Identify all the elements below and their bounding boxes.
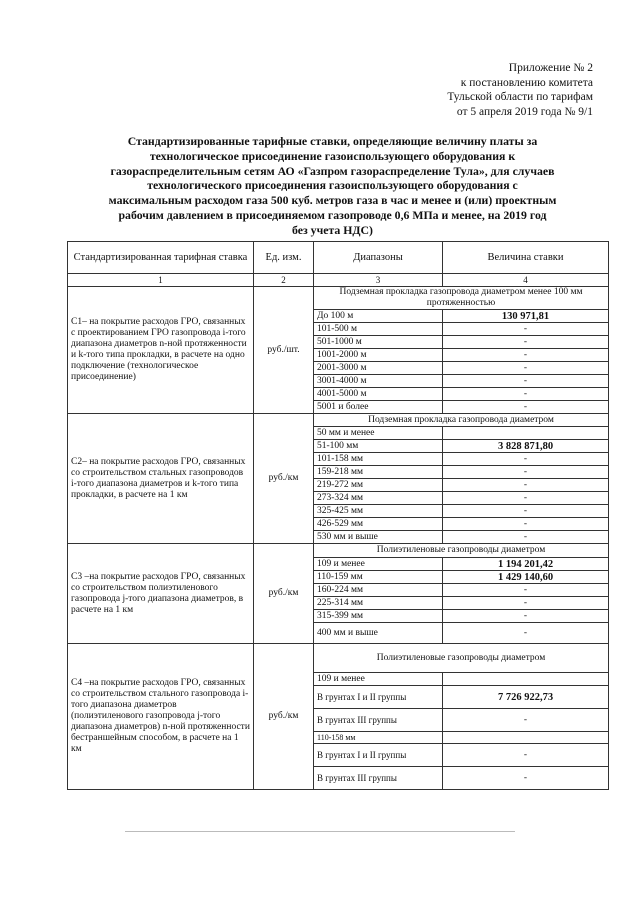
value-cell — [443, 427, 609, 440]
range-cell: 530 мм и выше — [314, 531, 443, 544]
range-cell: 325-425 мм — [314, 505, 443, 518]
range-subgroup: 110-158 мм — [314, 732, 443, 744]
title-line: технологическое присоединение газоиспользующего оборудования к — [149, 148, 516, 163]
appendix-line: от 5 апреля 2019 года № 9/1 — [456, 105, 593, 118]
rate-c2-group: Подземная прокладка газопровода диаметром — [314, 414, 609, 427]
col-number: 3 — [314, 274, 443, 287]
range-cell: В грунтах III группы — [314, 767, 443, 790]
range-cell: 501-1000 м — [314, 336, 443, 349]
range-cell: 315-399 мм — [314, 610, 443, 623]
value-cell: - — [443, 518, 609, 531]
column-number-row — [68, 274, 609, 287]
rate-c3-unit: руб./км — [254, 544, 314, 644]
range-cell: До 100 м — [314, 310, 443, 323]
value-cell: - — [443, 505, 609, 518]
col-number: 4 — [443, 274, 609, 287]
rate-c2-description: С2– на покрытие расходов ГРО, связанных со строительством стальных газопроводов i-того диапазона диаметров и k-того типа прокладки, в расчете на 1 км — [68, 414, 254, 544]
range-cell: 51-100 мм — [314, 440, 443, 453]
document-title — [60, 134, 605, 238]
value-cell — [443, 732, 609, 744]
title-line: рабочим давлением в присоединяемом газопроводе 0,6 МПа и менее, на 2019 год — [118, 207, 547, 222]
value-cell: 1 429 140,60 — [443, 571, 609, 584]
title-line: Стандартизированные тарифные ставки, определяющие величину платы за — [127, 134, 538, 148]
rate-c1-group: Подземная прокладка газопровода диаметром менее 100 мм протяженностью — [314, 287, 609, 310]
value-cell: - — [443, 388, 609, 401]
range-cell: 5001 и более — [314, 401, 443, 414]
range-subgroup: 109 и менее — [314, 673, 443, 686]
tariff-rates-table — [67, 241, 609, 790]
range-cell: 400 мм и выше — [314, 623, 443, 644]
value-cell: - — [443, 623, 609, 644]
appendix-reference — [447, 61, 593, 119]
value-cell: 3 828 871,80 — [443, 440, 609, 453]
rate-c1-unit: руб./шт. — [254, 287, 314, 414]
value-cell: - — [443, 466, 609, 479]
value-cell: - — [443, 323, 609, 336]
range-cell: В грунтах III группы — [314, 709, 443, 732]
col-number: 2 — [254, 274, 314, 287]
table-row — [68, 414, 609, 427]
range-cell: 159-218 мм — [314, 466, 443, 479]
appendix-line: к постановлению комитета — [460, 76, 593, 89]
table-row — [68, 287, 609, 310]
rate-c4-group: Полиэтиленовые газопроводы диаметром — [314, 644, 609, 673]
rate-c3-description: С3 –на покрытие расходов ГРО, связанных со строительством полиэтиленового газопровода j-того диапазона диаметров, в расчете на 1 км — [68, 544, 254, 644]
value-cell: - — [443, 709, 609, 732]
rate-c2-unit: руб./км — [254, 414, 314, 544]
value-cell: - — [443, 362, 609, 375]
range-cell: 225-314 мм — [314, 597, 443, 610]
col-number: 1 — [68, 274, 254, 287]
rate-c4-unit: руб./км — [254, 644, 314, 790]
range-cell: В грунтах I и II группы — [314, 744, 443, 767]
value-cell: - — [443, 610, 609, 623]
range-cell: 3001-4000 м — [314, 375, 443, 388]
value-cell: - — [443, 336, 609, 349]
value-cell: - — [443, 767, 609, 790]
value-cell: - — [443, 349, 609, 362]
value-cell: - — [443, 597, 609, 610]
value-cell: 7 726 922,73 — [443, 686, 609, 709]
header-ranges: Диапазоны — [314, 242, 443, 274]
range-cell: 4001-5000 м — [314, 388, 443, 401]
value-cell: 1 194 201,42 — [443, 558, 609, 571]
value-cell: - — [443, 453, 609, 466]
range-cell: 101-158 мм — [314, 453, 443, 466]
value-cell: - — [443, 401, 609, 414]
range-cell: 219-272 мм — [314, 479, 443, 492]
value-cell: - — [443, 531, 609, 544]
title-line: газораспределительным сетям АО «Газпром газораспределение Тула», для случаев — [110, 163, 555, 178]
header-value: Величина ставки — [443, 242, 609, 274]
range-cell: 109 и менее — [314, 558, 443, 571]
appendix-line: Приложение № 2 — [508, 62, 593, 74]
range-cell: 426-529 мм — [314, 518, 443, 531]
range-cell: В грунтах I и II группы — [314, 686, 443, 709]
range-cell: 2001-3000 м — [314, 362, 443, 375]
range-cell: 110-159 мм — [314, 571, 443, 584]
value-cell: - — [443, 492, 609, 505]
value-cell: - — [443, 584, 609, 597]
rate-c3-group: Полиэтиленовые газопроводы диаметром — [314, 544, 609, 558]
appendix-line: Тульской области по тарифам — [447, 91, 593, 103]
title-line: без учета НДС) — [292, 222, 373, 237]
value-cell: - — [443, 744, 609, 767]
value-cell: - — [443, 375, 609, 388]
title-line: максимальным расходом газа 500 куб. метров газа в час и менее и (или) проектным — [108, 193, 557, 208]
range-cell: 160-224 мм — [314, 584, 443, 597]
value-cell: - — [443, 479, 609, 492]
header-rate: Стандартизированная тарифная ставка — [68, 242, 254, 274]
range-cell: 101-500 м — [314, 323, 443, 336]
header-unit: Ед. изм. — [254, 242, 314, 274]
range-cell: 50 мм и менее — [314, 427, 443, 440]
rate-c1-description: С1– на покрытие расходов ГРО, связанных с проектированием ГРО газопровода i-того диапазона диаметров n-ной протяженности и k-того типа прокладки, в расчете на одно подключение (технологическое присоединение) — [68, 287, 254, 414]
title-line: технологического присоединения газоиспользующего оборудования с — [147, 178, 518, 193]
value-cell: 130 971,81 — [443, 310, 609, 323]
page-divider — [125, 831, 515, 832]
range-cell: 1001-2000 м — [314, 349, 443, 362]
table-row — [68, 644, 609, 673]
rate-c4-description: С4 –на покрытие расходов ГРО, связанных со строительством стального газопровода i-того диапазона диаметров (полиэтиленового газопровода j-того диапазона диаметров) n-ной протяженности бестраншейным способом, в расчете на 1 км — [68, 644, 254, 790]
header-row — [68, 242, 609, 274]
range-cell: 273-324 мм — [314, 492, 443, 505]
table-row — [68, 544, 609, 558]
value-cell — [443, 673, 609, 686]
